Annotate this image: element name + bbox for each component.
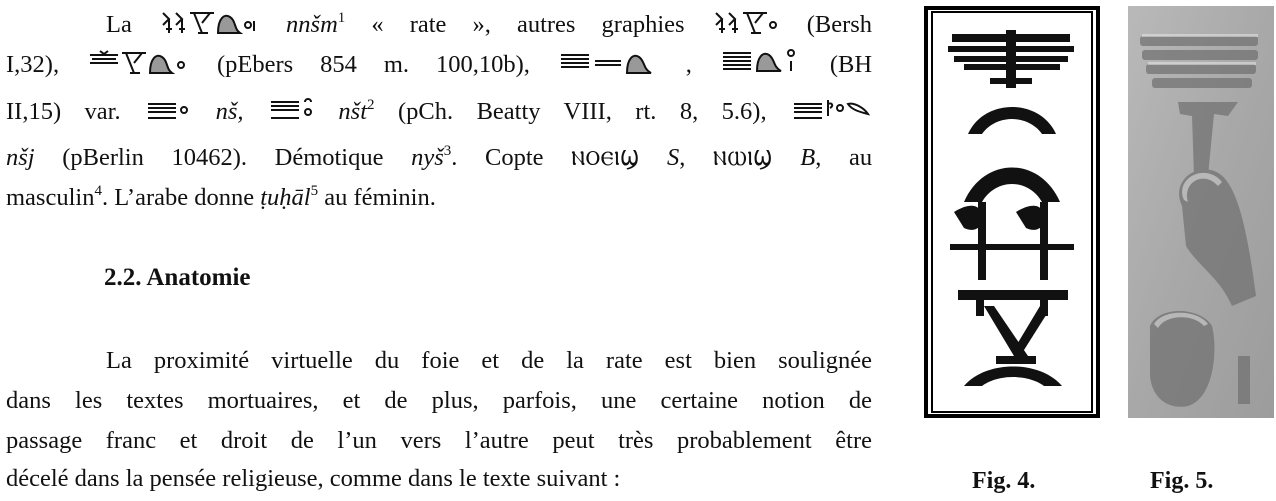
transliteration: nš, [215, 98, 244, 125]
coptic-word: ⲚⲞⲈⲒϢ [571, 146, 640, 170]
hieroglyph-nsj-icon [792, 96, 870, 122]
footnote-marker: 3 [443, 143, 452, 159]
figure-5-image [1128, 6, 1274, 418]
paragraph-2-line-4: décelé dans la pensée religieuse, comme dans le texte suivant : [6, 465, 621, 492]
text: (pEbers 854 m. 100,10b), [216, 51, 530, 78]
paragraph-1-line-2 [6, 45, 872, 85]
text: (pCh. Beatty VIII, rt. 8, 5.6), [397, 98, 767, 125]
paragraph-2-line-1: La proximité virtuelle du foie et de la rate est bien soulignée [106, 347, 872, 374]
hieroglyph-variant-2-icon [88, 49, 188, 75]
paragraph-1-line-5 [6, 178, 872, 218]
dialect-marker: S [667, 144, 680, 171]
hieroglyph-ns-icon [146, 96, 190, 122]
text: II,15) var. [6, 98, 121, 125]
paragraph-2-line-2: dans les textes mortuaires, et de plus, parfois, une certaine notion de [6, 387, 872, 414]
text: « rate », autres graphies [371, 11, 685, 38]
dialect-marker: B [800, 144, 816, 171]
text: . L’arabe donne [101, 184, 255, 211]
transliteration: ṭuḥāl [260, 184, 311, 211]
coptic-word: ⲚⲰⲒϢ [713, 146, 773, 170]
paragraph-1-line-4 [6, 138, 872, 179]
text: au féminin. [324, 184, 436, 211]
text: (pBerlin 10462). Démotique [62, 144, 384, 171]
text: (Bersh [806, 11, 873, 38]
transliteration: nyš [411, 144, 444, 171]
hieroglyph-variant-3-icon [559, 49, 657, 75]
text: , [685, 51, 692, 78]
figure-4-caption: Fig. 4. [972, 468, 1036, 494]
figure-5-caption: Fig. 5. [1150, 468, 1214, 494]
text: , [679, 144, 686, 171]
footnote-marker: 1 [337, 10, 346, 26]
footnote-marker: 4 [94, 183, 102, 199]
figure-4-image [924, 6, 1100, 418]
hieroglyph-variant-1-icon [713, 9, 779, 35]
hieroglyph-nst-icon [269, 94, 313, 122]
footnote-marker: 5 [310, 183, 319, 199]
section-heading: 2.2. Anatomie [104, 264, 251, 291]
text: (BH [829, 51, 873, 78]
transliteration: nšt [338, 98, 368, 125]
hieroglyph-nnsm-icon [160, 9, 258, 35]
paragraph-1-line-3 [6, 92, 872, 132]
text: , au [815, 144, 873, 171]
footnote-marker: 2 [367, 97, 375, 113]
text: La [106, 11, 132, 38]
text: I,32), [6, 51, 60, 78]
paragraph-1-line-1 [6, 5, 872, 45]
text: . Copte [451, 144, 544, 171]
paragraph-2-line-3: passage franc et droit de l’un vers l’autre peut très probablement être [6, 427, 872, 454]
transliteration: nšj [6, 144, 35, 171]
text: masculin [6, 184, 95, 211]
hieroglyph-variant-4-icon [721, 47, 801, 75]
transliteration: nnšm [286, 11, 338, 38]
